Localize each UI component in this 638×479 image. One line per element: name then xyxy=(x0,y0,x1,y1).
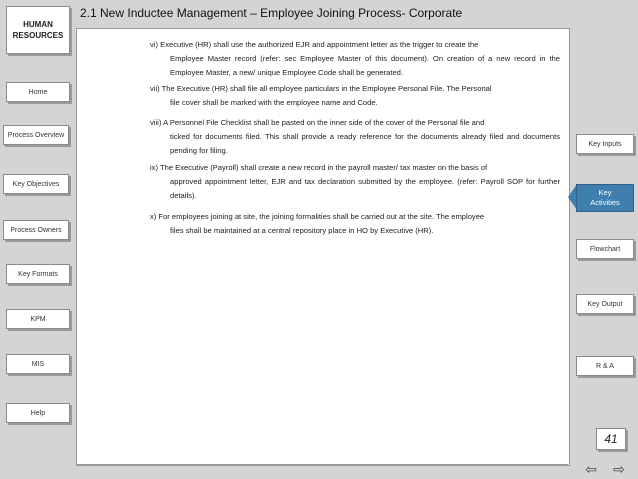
nav-r-and-a-button[interactable] xyxy=(576,356,634,376)
nav-process-owners-label: Process Owners xyxy=(10,226,62,234)
content-divider xyxy=(76,464,568,465)
nav-process-overview-label: Process Overview xyxy=(7,131,65,139)
logo xyxy=(6,6,70,54)
paragraph-viii-first-line: viii) A Personnel File Checklist shall be pasted on the inner side of the cover of the Personal file and xyxy=(150,118,485,127)
nav-flowchart-button[interactable] xyxy=(576,239,634,259)
next-page-icon[interactable]: ⇨ xyxy=(613,461,625,477)
paragraph-vi xyxy=(150,38,560,80)
nav-mis-button[interactable] xyxy=(6,354,70,374)
nav-key-objectives-label: Key Objectives xyxy=(12,180,60,188)
nav-flowchart-label: Flowchart xyxy=(589,245,621,253)
paragraph-x-first-line: x) For employees joining at site, the joining formalities shall be carried out at the site. The employee xyxy=(150,212,485,221)
nav-help-button[interactable] xyxy=(6,403,70,423)
nav-key-formats-button[interactable] xyxy=(6,264,70,284)
logo-text: HUMAN RESOURCES xyxy=(12,20,64,40)
nav-home-label: Home xyxy=(28,88,48,96)
nav-help-label: Help xyxy=(30,409,46,417)
paragraph-viii-rest: ticked for documents filed. This shall provide a ready reference for the documents already filed and documents pending for filing. xyxy=(170,132,560,155)
nav-key-output-button[interactable] xyxy=(576,294,634,314)
page-title: 2.1 New Inductee Management – Employee Joining Process- Corporate xyxy=(80,6,463,20)
nav-key-formats-label: Key Formats xyxy=(18,270,58,278)
paragraph-vi-first-line: vi) Executive (HR) shall use the authorized EJR and appointment letter as the trigger to create the xyxy=(150,40,479,49)
paragraph-ix xyxy=(150,161,560,203)
nav-kpm-button[interactable] xyxy=(6,309,70,329)
prev-page-icon[interactable]: ⇦ xyxy=(585,461,597,477)
page-number-text: 41 xyxy=(604,432,618,446)
paragraph-vii-first-line: vii) The Executive (HR) shall file all employee particulars in the Employee Personal File. The Personal xyxy=(150,84,492,93)
paragraph-viii xyxy=(150,116,560,158)
paragraph-ix-rest: approved appointment letter, EJR and tax declaration submitted by the employee. (refer: Payroll SOP for further details). xyxy=(170,177,560,200)
paragraph-x xyxy=(150,210,560,238)
nav-process-owners-button[interactable] xyxy=(3,220,69,240)
paragraph-x-rest: files shall be maintained at a central repository place in HO by Executive (HR). xyxy=(170,226,434,235)
page-number xyxy=(596,428,626,450)
paragraph-vii xyxy=(150,82,560,110)
nav-key-output-label: Key Output xyxy=(587,300,623,308)
nav-key-objectives-button[interactable] xyxy=(3,174,69,194)
paragraph-vii-rest: file cover shall be marked with the employee name and Code. xyxy=(170,98,378,107)
nav-key-inputs-label: Key Inputs xyxy=(588,140,622,148)
nav-key-activities-button[interactable] xyxy=(576,184,634,212)
nav-r-and-a-label: R & A xyxy=(596,362,614,370)
nav-home-button[interactable] xyxy=(6,82,70,102)
nav-key-activities-label: Key Activities xyxy=(590,188,620,207)
paragraph-vi-rest: Employee Master record (refer: sec Employee Master of this document). On creation of a new record in the Employee Master, a new/ unique Employee Code shall be generated. xyxy=(170,54,560,77)
nav-mis-label: MIS xyxy=(31,360,45,368)
nav-key-inputs-button[interactable] xyxy=(576,134,634,154)
paragraph-ix-first-line: ix) The Executive (Payroll) shall create a new record in the payroll master/ tax master on the basis of xyxy=(150,163,488,172)
nav-kpm-label: KPM xyxy=(30,315,46,323)
nav-process-overview-button[interactable] xyxy=(3,125,69,145)
